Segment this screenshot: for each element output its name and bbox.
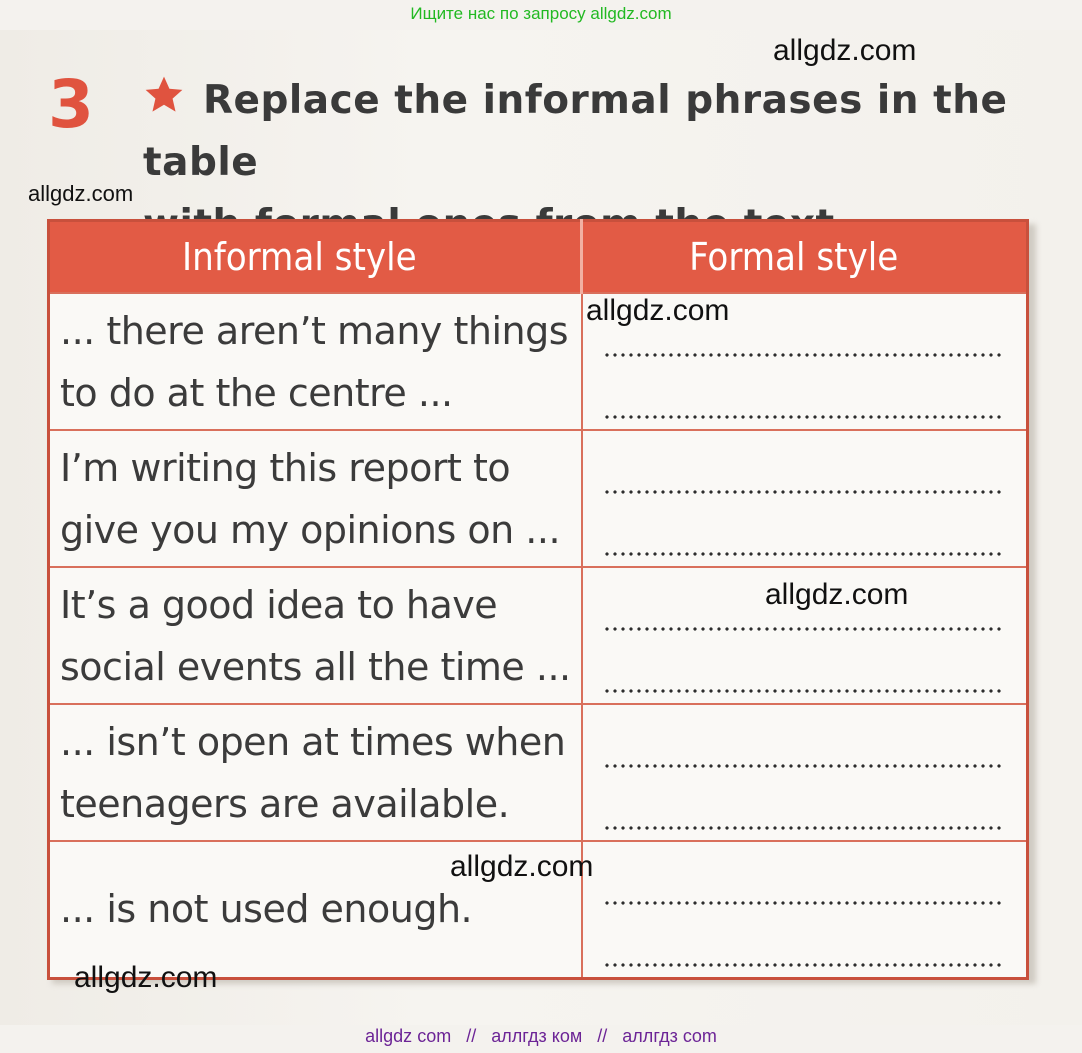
informal-phrase-line: social events all the time ... (60, 644, 571, 689)
answer-dotted-line[interactable] (603, 551, 1004, 557)
informal-phrase-cell (49, 567, 582, 704)
footer-link-2[interactable]: аллгдз ком (491, 1026, 583, 1046)
table-row (49, 430, 1028, 567)
header-formal-style: Formal style (582, 221, 1028, 294)
watermark: allgdz.com (765, 578, 909, 611)
informal-phrase-line: I’m writing this report to (60, 445, 511, 490)
footer-separator: // (597, 1026, 608, 1046)
informal-phrase-cell (49, 430, 582, 567)
table-row (49, 293, 1028, 430)
answer-dotted-line[interactable] (603, 352, 1004, 358)
answer-dotted-line[interactable] (603, 900, 1004, 906)
informal-phrase-line: teenagers are available. (60, 781, 510, 826)
informal-phrase-line: ... there aren’t many things (60, 308, 569, 353)
watermark: allgdz.com (450, 850, 594, 883)
informal-phrase-line: It’s a good idea to have (60, 582, 498, 627)
answer-dotted-line[interactable] (603, 688, 1004, 694)
answer-dotted-line[interactable] (603, 763, 1004, 769)
footer-link-3[interactable]: аллгдз com (622, 1026, 717, 1046)
footer-separator: // (466, 1026, 477, 1046)
watermark: allgdz.com (28, 181, 134, 206)
instruction-line-1: Replace the informal phrases in the table (143, 78, 1008, 185)
formal-answer-cell[interactable] (582, 841, 1028, 978)
answer-dotted-line[interactable] (603, 962, 1004, 968)
informal-phrase-line: ... is not used enough. (60, 887, 473, 932)
answer-dotted-line[interactable] (603, 626, 1004, 632)
table-row (49, 704, 1028, 841)
answer-dotted-line[interactable] (603, 825, 1004, 831)
informal-phrase-cell (49, 293, 582, 430)
footer (0, 1026, 1082, 1047)
informal-phrase-line: give you my opinions on ... (60, 507, 561, 552)
watermark: allgdz.com (586, 294, 730, 327)
footer-link-1[interactable]: allgdz com (365, 1026, 452, 1046)
watermark: allgdz.com (773, 34, 917, 67)
informal-phrase-line: to do at the centre ... (60, 370, 453, 415)
informal-phrase-line: ... isn’t open at times when (60, 719, 566, 764)
answer-dotted-line[interactable] (603, 414, 1004, 420)
formal-answer-cell[interactable] (582, 430, 1028, 567)
table-header-row (49, 221, 1028, 294)
watermark: allgdz.com (74, 961, 218, 994)
formal-answer-cell[interactable] (582, 704, 1028, 841)
informal-phrase-cell (49, 704, 582, 841)
header-informal-style: Informal style (49, 221, 582, 294)
answer-dotted-line[interactable] (603, 489, 1004, 495)
top-banner: Ищите нас по запросу allgdz.com (410, 4, 672, 23)
exercise-number: 3 (48, 66, 94, 143)
